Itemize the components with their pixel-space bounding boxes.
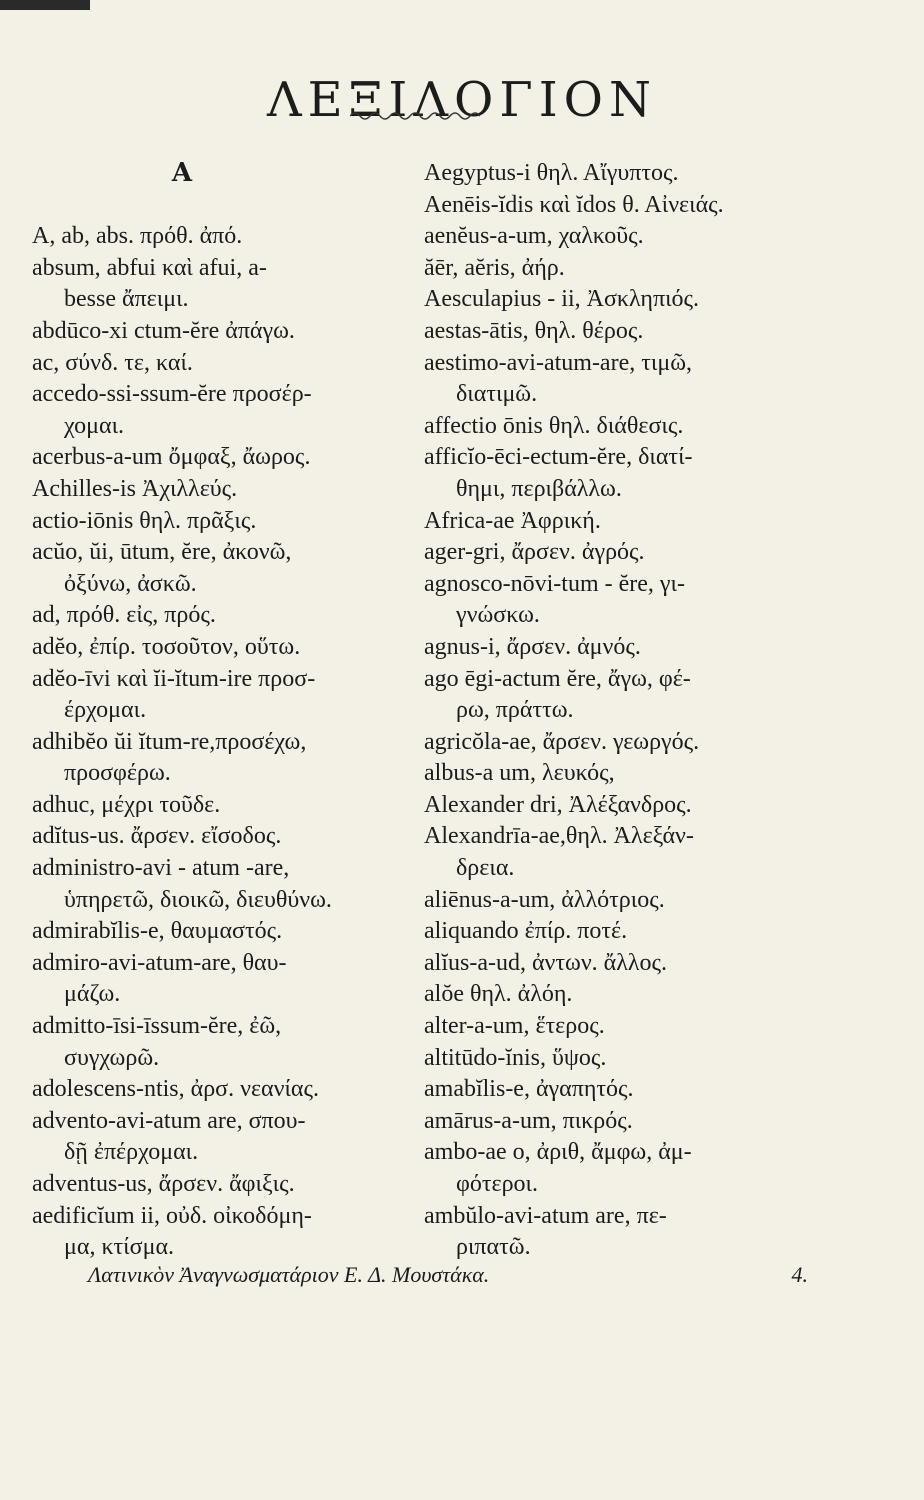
entry-continuation: γνώσκω.	[456, 602, 540, 629]
dictionary-entry: A, ab, abs. πρόθ. ἀπό.	[32, 223, 243, 250]
dictionary-entry: accedo-ssi-ssum-ĕre προσέρ-	[32, 381, 312, 408]
entry-continuation: διατιμῶ.	[456, 381, 538, 408]
entry-continuation: ρω, πράττω.	[456, 697, 574, 724]
entry-continuation: συγχωρῶ.	[64, 1044, 160, 1071]
dictionary-entry: ager-gri, ἄρσεν. ἀγρός.	[424, 539, 645, 566]
dictionary-entry: ambŭlo-avi-atum are, πε-	[424, 1202, 667, 1229]
dictionary-entry: Aegyptus-i θηλ. Αἴγυπτος.	[424, 160, 679, 186]
dictionary-entry: agnosco-nōvi-tum - ĕre, γι-	[424, 570, 685, 597]
dictionary-entry: ăēr, aĕris, ἀήρ.	[424, 254, 565, 281]
dictionary-entry: ago ēgi-actum ĕre, ἄγω, φέ-	[424, 665, 691, 692]
page-number: 4.	[791, 1262, 808, 1287]
page-title: ΛΕΞΙΛΟΓΙΟΝ	[266, 72, 658, 129]
entry-continuation: ριπατῶ.	[456, 1234, 531, 1261]
dictionary-entry: adhibĕo ŭi ĭtum-re,προσέχω,	[32, 728, 307, 755]
entry-continuation: δρεια.	[456, 855, 515, 882]
blank-line	[32, 190, 412, 222]
dictionary-entry: adĕo-īvi καὶ ĭi-ĭtum-ire προσ-	[32, 665, 316, 692]
dictionary-entry: aliēnus-a-um, ἀλλότριος.	[424, 886, 665, 913]
entry-continuation: μα, κτίσμα.	[64, 1234, 175, 1261]
dictionary-entry: Aesculapius - ii, Ἀσκληπιός.	[424, 286, 700, 313]
dictionary-entry: aenĕus-a-um, χαλκοῦς.	[424, 223, 644, 250]
entry-continuation: ὀξύνω, ἀσκῶ.	[64, 570, 197, 597]
right-column	[424, 158, 814, 1264]
dictionary-entry: Alexander dri, Ἀλέξανδρος.	[424, 791, 692, 818]
footer-citation: Λατινικὸν Ἀναγνωσματάριον Ε. Δ. Μουστάκα.	[88, 1262, 490, 1287]
dictionary-entry: ac, σύνδ. τε, καί.	[32, 349, 193, 376]
wavy-ornament	[350, 108, 480, 124]
dictionary-entry: affectio ōnis θηλ. διάθεσις.	[424, 412, 684, 439]
dictionary-entry: adolescens-ntis, ἀρσ. νεανίας.	[32, 1076, 320, 1103]
dictionary-entry: afficĭo-ēci-ectum-ĕre, διατί-	[424, 444, 693, 471]
entry-continuation: θημι, περιβάλλω.	[456, 475, 622, 502]
dictionary-entry: ambo-ae o, ἀριθ, ἄμφω, ἀμ-	[424, 1139, 692, 1166]
section-letter: A	[171, 158, 193, 188]
dictionary-entry: administro-avi - atum -are,	[32, 855, 290, 882]
dictionary-entry: alter-a-um, ἕτερος.	[424, 1013, 605, 1040]
dictionary-entry: admiro-avi-atum-are, θαυ-	[32, 949, 287, 976]
dictionary-entry: altitūdo-ĭnis, ὕψος.	[424, 1044, 607, 1071]
entry-continuation: προσφέρω.	[64, 760, 171, 787]
dictionary-entry: admitto-īsi-īssum-ĕre, ἐῶ,	[32, 1013, 282, 1040]
top-edge-stain	[0, 0, 90, 10]
dictionary-entry: agnus-i, ἄρσεν. ἀμνός.	[424, 633, 641, 660]
dictionary-entry: albus-a um, λευκός,	[424, 760, 615, 787]
dictionary-entry: aestimo-avi-atum-are, τιμῶ,	[424, 349, 692, 376]
dictionary-entry: alŏe θηλ. ἀλόη.	[424, 981, 573, 1008]
dictionary-entry: abdūco-xi ctum-ĕre ἀπάγω.	[32, 317, 295, 344]
entry-continuation: μάζω.	[64, 981, 121, 1008]
entry-continuation: έρχομαι.	[64, 697, 147, 724]
dictionary-entry: aliquando ἐπίρ. ποτέ.	[424, 918, 628, 945]
dictionary-entry: Achilles-is Ἀχιλλεύς.	[32, 475, 238, 502]
entry-continuation: ὑπηρετῶ, διοικῶ, διευθύνω.	[64, 886, 332, 913]
entry-continuation: besse ἄπειμι.	[64, 286, 189, 313]
dictionary-entry: amārus-a-um, πικρός.	[424, 1107, 633, 1134]
dictionary-entry: Aenēis-ĭdis καὶ ĭdos θ. Αἰνειάς.	[424, 191, 724, 218]
page-footer	[88, 1262, 808, 1288]
left-column	[32, 158, 412, 1264]
entry-continuation: φότεροι.	[456, 1171, 539, 1197]
dictionary-entry: alĭus-a-ud, ἀντων. ἄλλος.	[424, 949, 668, 976]
dictionary-entry: amabĭlis-e, ἀγαπητός.	[424, 1076, 634, 1103]
dictionary-entry: advento-avi-atum are, σπου-	[32, 1107, 306, 1134]
dictionary-entry: adĕo, ἐπίρ. τοσοῦτον, οὕτω.	[32, 633, 301, 660]
entry-continuation: δῇ ἐπέρχομαι.	[64, 1139, 199, 1166]
dictionary-entry: adĭtus-us. ἄρσεν. εἴσοδος.	[32, 823, 282, 850]
dictionary-entry: aedificĭum ii, οὐδ. οἰκοδόμη-	[32, 1202, 312, 1229]
dictionary-entry: acŭo, ŭi, ūtum, ĕre, ἀκονῶ,	[32, 539, 292, 566]
dictionary-entry: aestas-ātis, θηλ. θέρος.	[424, 317, 644, 344]
dictionary-entry: agricŏla-ae, ἄρσεν. γεωργός.	[424, 728, 700, 755]
dictionary-entry: admirabĭlis-e, θαυμαστός.	[32, 918, 283, 945]
dictionary-entry: adhuc, μέχρι τοῦδε.	[32, 791, 221, 818]
dictionary-entry: adventus-us, ἄρσεν. ἄφιξις.	[32, 1171, 295, 1197]
dictionary-entry: Alexandrīa-ae,θηλ. Ἀλεξάν-	[424, 823, 694, 850]
entry-continuation: χομαι.	[64, 412, 125, 439]
dictionary-entry: actio-iōnis θηλ. πρᾶξις.	[32, 507, 257, 534]
dictionary-entry: acerbus-a-um ὄμφαξ, ἄωρος.	[32, 444, 311, 471]
dictionary-entry: Africa-ae Ἀφρική.	[424, 507, 601, 534]
dictionary-entry: ad, πρόθ. εἰς, πρός.	[32, 602, 216, 629]
dictionary-entry: absum, abfui καὶ afui, a-	[32, 254, 267, 281]
